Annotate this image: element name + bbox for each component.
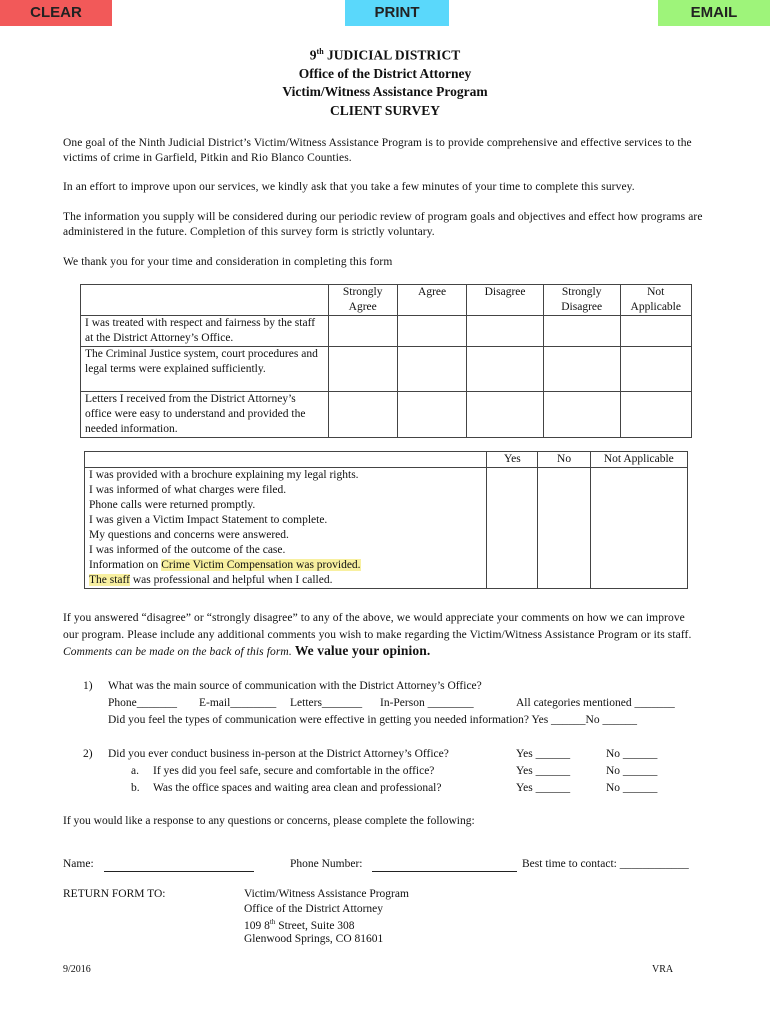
return-address-line4: Glenwood Springs, CO 81601 [244, 933, 384, 945]
return-address-line3: 109 8th Street, Suite 308 [244, 918, 355, 932]
q1-letters[interactable]: Letters_______ [290, 697, 363, 709]
header-district: 9th JUDICIAL DISTRICT [309, 47, 461, 63]
return-label: RETURN FORM TO: [63, 888, 166, 900]
answer-cell[interactable] [467, 347, 544, 392]
footer-code: VRA [652, 964, 674, 975]
question-2-number: 2) [83, 748, 93, 760]
q1-phone[interactable]: Phone_______ [108, 697, 177, 709]
header-not-applicable: Not Applicable [590, 452, 687, 468]
answer-cell[interactable] [328, 392, 397, 438]
answer-cell[interactable] [620, 316, 692, 347]
header-yes: Yes [487, 452, 538, 468]
header-program: Victim/Witness Assistance Program [282, 84, 488, 99]
q2b-label: b. [131, 782, 140, 794]
agreement-table [80, 284, 692, 438]
q2-no[interactable]: No ______ [606, 748, 658, 760]
statement-impact: I was given a Victim Impact Statement to complete. [85, 513, 487, 528]
clear-button[interactable]: CLEAR [0, 0, 112, 26]
header-not-applicable: Not Applicable [620, 285, 692, 316]
q1-effective[interactable]: Did you feel the types of communication were effective in getting you needed information? Yes ______No ______ [108, 714, 637, 726]
q2b-yes[interactable]: Yes ______ [516, 782, 571, 794]
answer-cell[interactable] [328, 316, 397, 347]
statement-2: The Criminal Justice system, court procedures and legal terms were explained sufficiently. [81, 347, 329, 392]
statement-phone-calls: Phone calls were returned promptly. [85, 498, 487, 513]
footer-date: 9/2016 [63, 964, 91, 975]
name-input[interactable] [104, 859, 254, 872]
return-address-line2: Office of the District Attorney [244, 903, 384, 915]
not-applicable-column[interactable] [590, 468, 687, 589]
question-1: What was the main source of communication with the District Attorney’s Office? [108, 680, 482, 692]
q2a: If yes did you feel safe, secure and comfortable in the office? [153, 765, 435, 777]
question-1-number: 1) [83, 680, 93, 692]
q2a-no[interactable]: No ______ [606, 765, 658, 777]
intro-paragraph-4: We thank you for your time and consideration in completing this form [63, 256, 393, 268]
response-intro: If you would like a response to any questions or concerns, please complete the following: [63, 815, 475, 827]
q1-email[interactable]: E-mail________ [199, 697, 277, 709]
q2b: Was the office spaces and waiting area clean and professional? [153, 782, 442, 794]
q2a-label: a. [131, 765, 139, 777]
answer-cell[interactable] [397, 316, 466, 347]
comments-paragraph: If you answered “disagree” or “strongly disagree” to any of the above, we would appreciate your comments on how we can improve our program. Please include any additional comments you wish to make regarding the Victim/Witness Assistance Program or its staff. Comments can be made on the back of this form. We value your opinion. [63, 612, 692, 658]
phone-number-label: Phone Number: [290, 858, 363, 870]
answer-cell[interactable] [467, 392, 544, 438]
intro-paragraph-1: One goal of the Ninth Judicial District’s Victim/Witness Assistance Program is to provide comprehensive and effective services to the victims of crime in Garfield, Pitkin and Rio Blanco Counties. [63, 137, 692, 164]
page-title: CLIENT SURVEY [330, 103, 440, 118]
yes-column[interactable] [487, 468, 538, 589]
no-column[interactable] [538, 468, 590, 589]
statement-outcome: I was informed of the outcome of the case. [85, 543, 487, 558]
intro-paragraph-3: The information you supply will be considered during our periodic review of program goals and objectives and effect how programs are administered in the future. Completion of this survey form is strictly voluntary. [63, 211, 703, 238]
answer-cell[interactable] [543, 316, 620, 347]
answer-cell[interactable] [620, 347, 692, 392]
answer-cell[interactable] [397, 347, 466, 392]
answer-cell[interactable] [543, 347, 620, 392]
statement-3: Letters I received from the District Attorney’s office were easy to understand and provided the needed information. [81, 392, 329, 438]
header-no: No [538, 452, 590, 468]
statement-charges: I was informed of what charges were filed. [85, 483, 487, 498]
answer-cell[interactable] [543, 392, 620, 438]
answer-cell[interactable] [397, 392, 466, 438]
statement-staff: The staff was professional and helpful when I called. [85, 573, 487, 589]
yes-no-table [84, 451, 688, 589]
question-2: Did you ever conduct business in-person at the District Attorney’s Office? [108, 748, 449, 760]
statement-brochure: I was provided with a brochure explaining my legal rights. [85, 468, 487, 484]
answer-cell[interactable] [620, 392, 692, 438]
print-button[interactable]: PRINT [345, 0, 449, 26]
header-strongly-disagree: Strongly Disagree [543, 285, 620, 316]
header-agree: Agree [397, 285, 466, 316]
answer-cell[interactable] [328, 347, 397, 392]
email-button[interactable]: EMAIL [658, 0, 770, 26]
statement-1: I was treated with respect and fairness by the staff at the District Attorney’s Office. [81, 316, 329, 347]
q2b-no[interactable]: No ______ [606, 782, 658, 794]
q1-in-person[interactable]: In-Person ________ [380, 697, 474, 709]
header-strongly-agree: Strongly Agree [328, 285, 397, 316]
statement-compensation: Information on Crime Victim Compensation was provided. [85, 558, 487, 573]
best-time-field[interactable]: Best time to contact: ____________ [522, 858, 689, 870]
statement-questions: My questions and concerns were answered. [85, 528, 487, 543]
q2-yes[interactable]: Yes ______ [516, 748, 571, 760]
phone-number-input[interactable] [372, 859, 517, 872]
q1-all-categories[interactable]: All categories mentioned _______ [516, 697, 675, 709]
header-disagree: Disagree [467, 285, 544, 316]
q2a-yes[interactable]: Yes ______ [516, 765, 571, 777]
name-label: Name: [63, 858, 94, 870]
intro-paragraph-2: In an effort to improve upon our services, we kindly ask that you take a few minutes of your time to complete this survey. [63, 181, 635, 193]
header-office: Office of the District Attorney [298, 66, 472, 81]
return-address-line1: Victim/Witness Assistance Program [244, 888, 409, 900]
answer-cell[interactable] [467, 316, 544, 347]
